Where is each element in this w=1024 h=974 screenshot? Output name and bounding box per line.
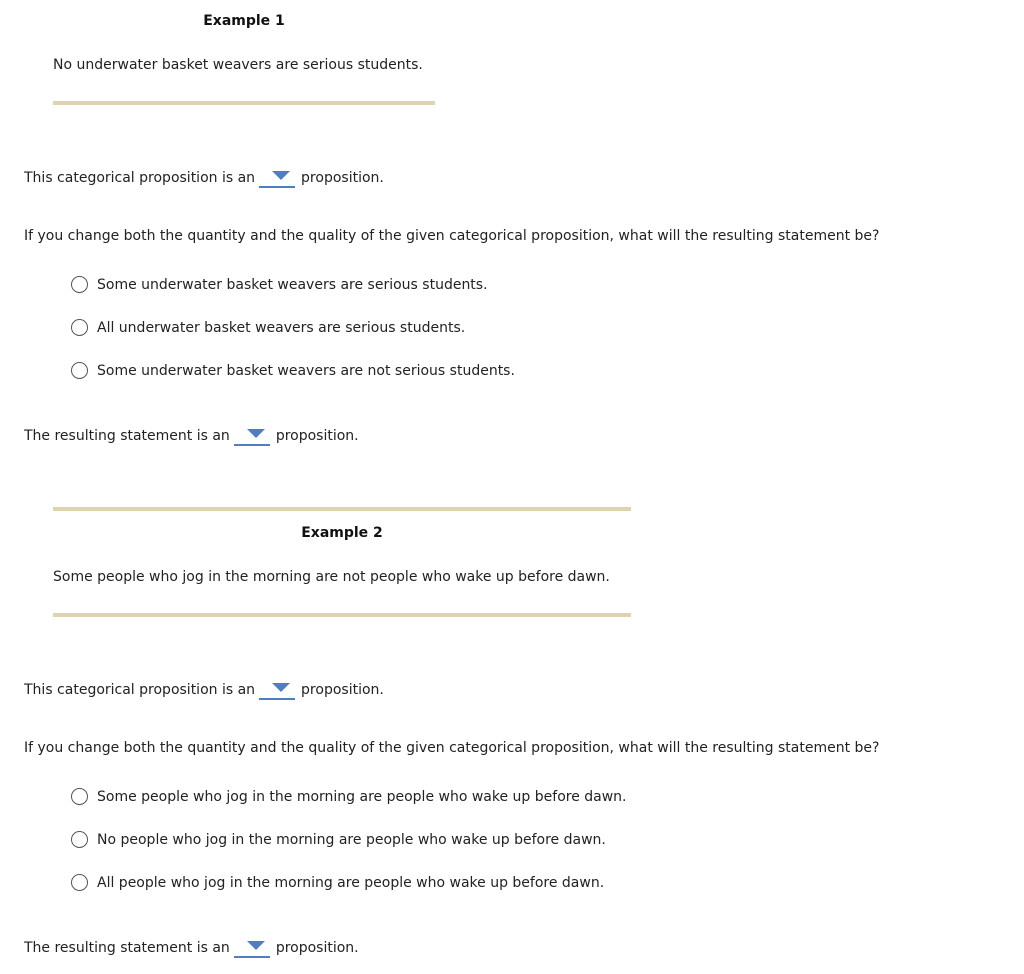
radio-button[interactable]	[71, 362, 88, 379]
example2-title: Example 2	[301, 525, 383, 541]
radio-button[interactable]	[71, 831, 88, 848]
dropdown-arrow-icon	[272, 171, 290, 180]
radio-button[interactable]	[71, 276, 88, 293]
example2-option-3[interactable]	[71, 874, 604, 891]
example2-prompt-text: This categorical proposition is an	[24, 682, 256, 698]
example1-result-text: The resulting statement is an	[24, 428, 230, 444]
example1-question: If you change both the quantity and the quality of the given categorical proposition, what will the resulting statement be?	[24, 228, 880, 244]
option-label: All people who jog in the morning are people who wake up before dawn.	[97, 874, 605, 891]
radio-button[interactable]	[71, 874, 88, 891]
radio-button[interactable]	[71, 319, 88, 336]
example2-result-dropdown[interactable]	[234, 938, 270, 958]
option-label: Some underwater basket weavers are not serious students.	[97, 362, 515, 379]
example1-option-2[interactable]	[71, 319, 465, 336]
example1-result-line	[24, 426, 359, 446]
example1-title: Example 1	[203, 13, 285, 29]
example2-question: If you change both the quantity and the quality of the given categorical proposition, what will the resulting statement be?	[24, 740, 880, 756]
option-label: No people who jog in the morning are people who wake up before dawn.	[97, 831, 606, 848]
example2-result-line	[24, 938, 359, 958]
example1-type-dropdown[interactable]	[259, 168, 295, 188]
example1-prompt-text: This categorical proposition is an	[24, 170, 256, 186]
dropdown-arrow-icon	[247, 429, 265, 438]
example2-top-divider	[53, 507, 631, 511]
example1-statement: No underwater basket weavers are serious students.	[53, 57, 423, 73]
dropdown-arrow-icon	[272, 683, 290, 692]
example2-option-1[interactable]	[71, 788, 627, 805]
example2-result-suffix: proposition.	[275, 940, 359, 956]
example2-statement: Some people who jog in the morning are not people who wake up before dawn.	[53, 569, 610, 585]
example1-option-1[interactable]	[71, 276, 488, 293]
option-label: All underwater basket weavers are serious students.	[97, 319, 466, 336]
example1-result-suffix: proposition.	[275, 428, 359, 444]
example2-type-dropdown[interactable]	[259, 680, 295, 700]
radio-button[interactable]	[71, 788, 88, 805]
option-label: Some people who jog in the morning are people who wake up before dawn.	[97, 788, 627, 805]
example2-bottom-divider	[53, 613, 631, 617]
example2-option-2[interactable]	[71, 831, 606, 848]
example1-divider	[53, 101, 435, 105]
example1-result-dropdown[interactable]	[234, 426, 270, 446]
example1-proposition-line	[24, 168, 384, 188]
example2-proposition-line	[24, 680, 384, 700]
option-label: Some underwater basket weavers are serious students.	[97, 276, 488, 293]
dropdown-arrow-icon	[247, 941, 265, 950]
example1-prompt-suffix: proposition.	[301, 170, 384, 186]
example1-option-3[interactable]	[71, 362, 515, 379]
example2-result-text: The resulting statement is an	[24, 940, 230, 956]
example2-prompt-suffix: proposition.	[301, 682, 384, 698]
